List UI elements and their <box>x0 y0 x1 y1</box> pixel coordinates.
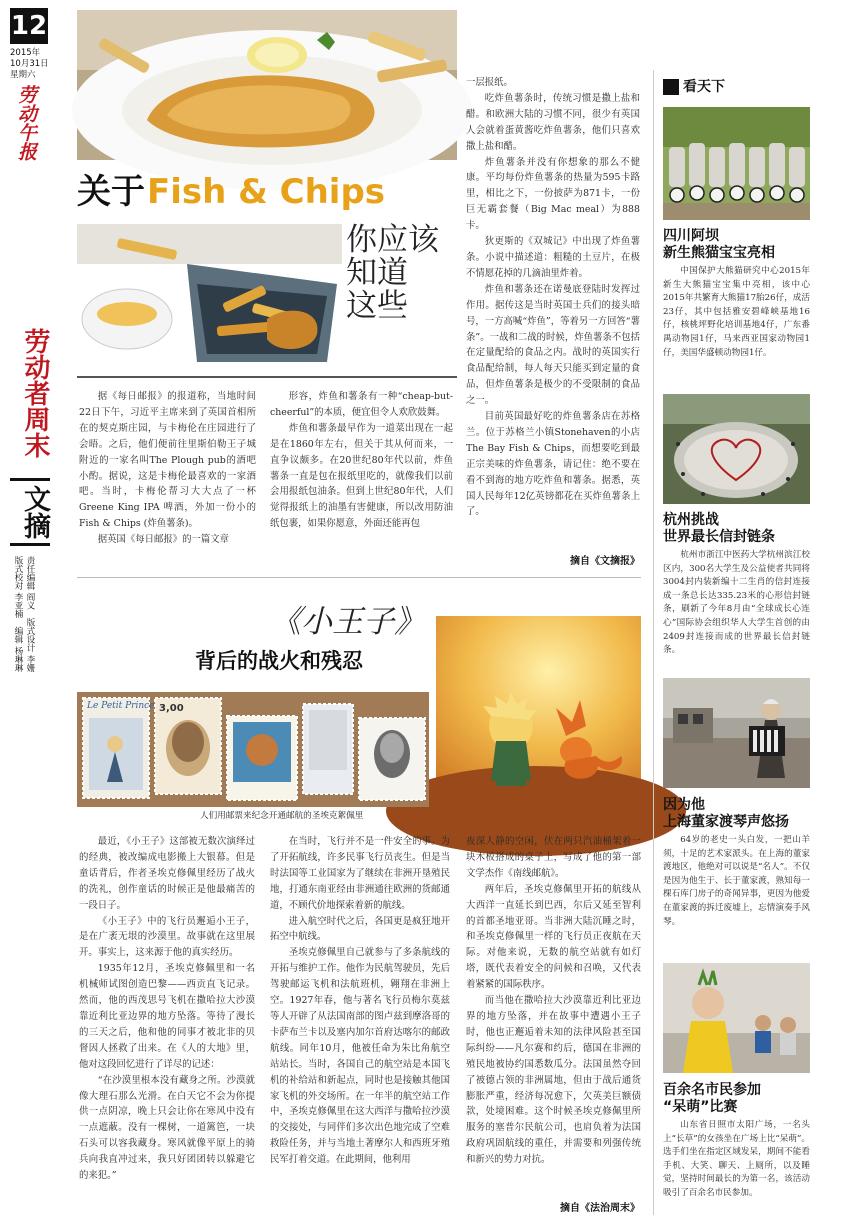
sidebar-header <box>663 76 725 96</box>
article1-col3 <box>466 75 640 555</box>
page-number: 12 <box>10 8 48 44</box>
stamps-photo <box>77 692 429 807</box>
paragraph: 64岁的老史一头白发，一把山羊须，十足的艺术家派头。在上海的董家渡地区，他绝对可以说是“名人”。不仅是因为他生于、长于董家渡，熟知每一棵石库门房子的奇闻异事，更因为他爱在董家渡的拆迁废墟上，忘情演奏手风琴。 <box>663 835 810 927</box>
paragraph: 中国保护大熊猫研究中心2015年新生大熊猫宝宝集中亮相，该中心2015年共繁育大熊猫17胎26仔，成活23仔，其中包括雅安碧峰峡基地16仔，核桃坪野化培训基地4仔，广东番禺动物园1仔，马来西亚国家动物园1仔，美国华盛顿动物园1仔。 <box>663 266 810 358</box>
stamps-photo-caption: 人们用邮票来纪念开通邮航的圣埃克絮佩里 <box>200 811 364 821</box>
stamp-title-text: Le Petit Prince <box>87 701 155 711</box>
panda-photo <box>663 107 810 220</box>
news-title-line: 四川阿坝 <box>663 228 719 244</box>
divider <box>77 577 641 578</box>
sidebar-header-text: 看天下 <box>683 79 725 95</box>
paragraph: 吃炸鱼薯条时，传统习惯是撒上盐和醋。和欧洲大陆的习惯不同，很少有英国人会就着蛋黄酱吃炸鱼薯条，他们只喜欢撒上盐和醋。 <box>466 92 640 152</box>
divider <box>77 376 457 378</box>
news-title <box>663 512 810 546</box>
fish-chips-photo <box>77 10 457 160</box>
article1-source: 摘自《文摘报》 <box>570 556 640 567</box>
news-title <box>663 1082 813 1116</box>
paragraph: 炸鱼和薯条最早作为一道菜出现在一起是在1860年左右，但关于其从何而来，一直争议颇多。在20世纪80年代以前，炸鱼薯条一直是包在报纸里吃的，就像我们以前会用报纸包油条。但到上世纪80年代，人们觉得报纸上的油墨有害健康，所以改用防油纸包裹，如果你愿意，外面还能再包 <box>270 422 453 530</box>
article1-title <box>77 170 385 214</box>
paragraph: 最近，《小王子》这部被无数次演绎过的经典，被改编成电影搬上大银幕。但是童话背后，作者圣埃克修佩里经历了战火的洗礼，创作童话的时候正是他最痛苦的一段日子。 <box>79 836 255 911</box>
subtitle-line: 你应该 <box>346 222 439 258</box>
accordion-player-photo <box>663 678 810 788</box>
article2-source: 摘自《法治周末》 <box>560 1203 640 1214</box>
subtitle-line: 这些 <box>346 288 408 324</box>
paragraph: 炸鱼和薯条还在诺曼底登陆时发挥过作用。据传这是当时英国士兵们的接头暗号，一方高喊“炸鱼”，等着另一方回答“薯条”。一战和二战的时候，炸鱼薯条不包括在定量配给的食品之内。战时的英国实行食品配给制，每人每天只能买到定量的食品，但炸鱼薯条是极少的不受限制的食品之一。 <box>466 283 640 407</box>
news-title-line: “呆萌”比赛 <box>663 1099 738 1115</box>
news-body <box>663 834 810 929</box>
article2-col1 <box>79 834 255 1214</box>
section-name: 劳动者周末 <box>20 328 50 458</box>
paragraph: 在当时，飞行并不是一件安全的事。为了开拓航线，许多民事飞行员丧生。但是当时法国等工业国家为了继续在非洲开垦殖民地，打通东南亚经由非洲通往欧洲的货邮通道，不顾代价地探索着新的航线。 <box>270 836 450 911</box>
paragraph: 两年后，圣埃克修佩里开拓的航线从大西洋一直延长到巴西，尔后又延至智利的首都圣地亚哥。当非洲大陆沉睡之时，和圣埃克修佩里一样的飞行员正夜航在天际。对他来说，无数的航空站就有如灯塔，既代表着安全的问候和召唤，又代表着紧紧的国际秩序。 <box>466 883 641 991</box>
sidebar-divider <box>653 70 654 1215</box>
news-title-line: 杭州挑战 <box>663 512 719 528</box>
paragraph: 山东省日照市太阳广场，一名头上“长草”的女孩坐在广场上比“呆萌”。选手们坐在指定区域发呆，期间不能看手机、大笑、聊天、上厕所，以及睡觉，坚持时间最长的为第一名，该活动吸引了百余名市民参加。 <box>663 1120 810 1198</box>
article2-title-line1: 《小王子》 <box>270 604 425 640</box>
news-title-line: 上海董家渡琴声悠扬 <box>663 814 789 830</box>
date-year: 2015年 <box>10 48 41 58</box>
stamp-value-text: 3,00 <box>159 703 184 714</box>
section-subname: 文摘 <box>10 478 50 546</box>
paragraph: 炸鱼薯条并没有你想象的那么不健康。平均每份炸鱼薯条的热量为595卡路里，相比之下，一份披萨为871卡，一份巨无霸套餐（Big Mac meal）为888卡。 <box>466 156 640 232</box>
news-title-line: 因为他 <box>663 797 705 813</box>
paragraph: 目前英国最好吃的炸鱼薯条店在苏格兰。位于苏格兰小镇Stonehaven的小店The Bay Fish & Chips，而想要吃到最正宗美味的炸鱼薯条，请记住：绝不要在看不到海的地方吃炸鱼和薯条。据悉，英国人民每年12亿英镑都花在买炸鱼薯条上了。 <box>466 411 640 518</box>
article2-col2 <box>270 834 450 1214</box>
masthead <box>10 8 66 1218</box>
paragraph: 据《每日邮报》的报道称，当地时间22日下午，习近平主席来到了英国首相所在的契克斯庄园，与卡梅伦在庄园进行了会晤。之后，他们便前往里斯伯勒王子城附近的一家名叫The Plough pub的酒吧小酌。据说，这是卡梅伦最喜欢的一家酒吧。当时，卡梅伦帮习大大点了一杯Greene King IPA 啤酒，外加一份小的 Fish & Chips (炸鱼薯条)。 <box>79 391 256 530</box>
paragraph: 而当他在撒哈拉大沙漠靠近利比亚边界的地方坠落，并在故事中遭遇小王子时，他也正邂逅着未知的法律风险甚至国际纠纷——凡尔赛和约后，德国在非洲的殖民地被协约国悉数瓜分。法国虽然夺回了被德占领的非洲属地，但由于战后通货膨胀严重，经济每况愈下，欠英美巨额债款，处境困难。这个时候圣埃克修佩里所服务的塞普尔民航公司，也肩负着为法国政府巩固航线的重任，并需要和列强传统和新兴的势力对抗。 <box>466 995 641 1166</box>
editor-credits: 责任编辑 阎义 版式设计 李姗 版式校对 李亚楠 编辑 杨琳琳 <box>13 556 35 681</box>
paragraph: “在沙漠里根本没有藏身之所。沙漠就像大理石那么光滑。在白天它不会为你提供一点阴凉，晚上只会让你在寒风中没有一点遮蔽。没有一棵树，一道篱笆，一块石头可以容我藏身。寒风就像平原上的骑兵向我直冲过来，我只好团团转以躲避它的来犯。” <box>79 1074 255 1182</box>
paper-logo: 劳动午报 <box>15 85 37 161</box>
daze-contest-photo <box>663 963 810 1073</box>
news-title-line: 百余名市民参加 <box>663 1082 761 1098</box>
paragraph: 进入航空时代之后，各国更是疯狂地开拓空中航线。 <box>270 915 450 943</box>
fish-chips-tray-photo <box>77 224 342 362</box>
header-square-icon <box>663 79 679 95</box>
article1-col1 <box>79 389 256 574</box>
paragraph: 狄更斯的《双城记》中出现了炸鱼薯条。小说中描述道：粗糙的土豆片，在极不情愿花掉的几滴油里炸着。 <box>466 236 640 279</box>
paragraph: 《小王子》中的飞行员邂逅小王子，是在广袤无垠的沙漠里。故事就在这里展开。事实上，这来源于他的真实经历。 <box>79 915 255 959</box>
news-body <box>663 265 810 360</box>
article1-col2 <box>270 389 453 574</box>
envelope-chain-photo <box>663 394 810 504</box>
news-body <box>663 549 810 658</box>
paragraph: 一层报纸。 <box>466 77 513 88</box>
paragraph: 杭州市浙江中医药大学杭州滨江校区内，300名大学生及公益使者共同将3004封内装新编十二生肖的信封连接成一条总长达335.23米的心形信封链条，刷新了今年8月由“全球成长心连心”国际协会组织华人大学生首创的由2409封连接而成的世界最长信封链条。 <box>663 550 810 656</box>
article1-subtitle <box>346 224 439 323</box>
paragraph: 夜深人静的空闲，伏在两只汽油桶架着一块木板搭成的桌子上，写成了他的第一部文学杰作《南线邮航》。 <box>466 836 641 879</box>
date-month-day: 10月31日 <box>10 59 49 69</box>
news-title <box>663 228 810 262</box>
paragraph: 形容，炸鱼和薯条有一种“cheap-but-cheerful”的本质，便宜但令人欢欣鼓舞。 <box>270 391 453 418</box>
article2-col3 <box>466 834 641 1194</box>
subtitle-line: 知道 <box>346 255 408 291</box>
paragraph: 圣埃克修佩里自己就参与了多条航线的开拓与维护工作。他作为民航驾驶员，先后驾驶邮运飞机和法航班机，翱翔在非洲上空。1927年春，他与著名飞行员梅尔莫兹等人开辟了从法国南部的图卢兹到摩洛哥的卡萨布兰卡以及塞内加尔首府达喀尔的邮政航线。同年10月，他被任命为朱比角航空站站长。当时，各国自己的航空站是本国飞机的补给站和新起点，同时也是接触其他国家飞机的外交场所。在一年半的航空站工作中，圣埃克修佩里在这大西洋与撒哈拉沙漠的交接处，与同伴们多次出色地完成了空难救险任务，并与当地土著摩尔人和西班牙殖民军打着交道。在此期间，他利用 <box>270 947 450 1166</box>
article2-title-line2: 背后的战火和残忍 <box>195 649 363 673</box>
little-prince-illustration <box>436 616 641 801</box>
article1-title-english: Fish & Chips <box>147 172 386 212</box>
news-body <box>663 1119 810 1219</box>
article1-title-prefix: 关于 <box>77 172 145 212</box>
news-title-line: 新生熊猫宝宝亮相 <box>663 245 775 261</box>
paragraph: 1935年12月，圣埃克修佩里和一名机械师试图创造巴黎——西贡直飞记录。然而，他的西茂思号飞机在撒哈拉大沙漠靠近利比亚边界的地方坠落。等待了漫长的三天之后，他和他的同事才被北非的贝督因人拯救了出来。在《人的大地》里，他对这段回忆进行了详尽的记述： <box>79 963 255 1070</box>
paragraph: 据英国《每日邮报》的一篇文章 <box>97 534 230 546</box>
news-title <box>663 797 810 831</box>
news-title-line: 世界最长信封链条 <box>663 529 775 545</box>
weekday: 星期六 <box>10 70 36 80</box>
